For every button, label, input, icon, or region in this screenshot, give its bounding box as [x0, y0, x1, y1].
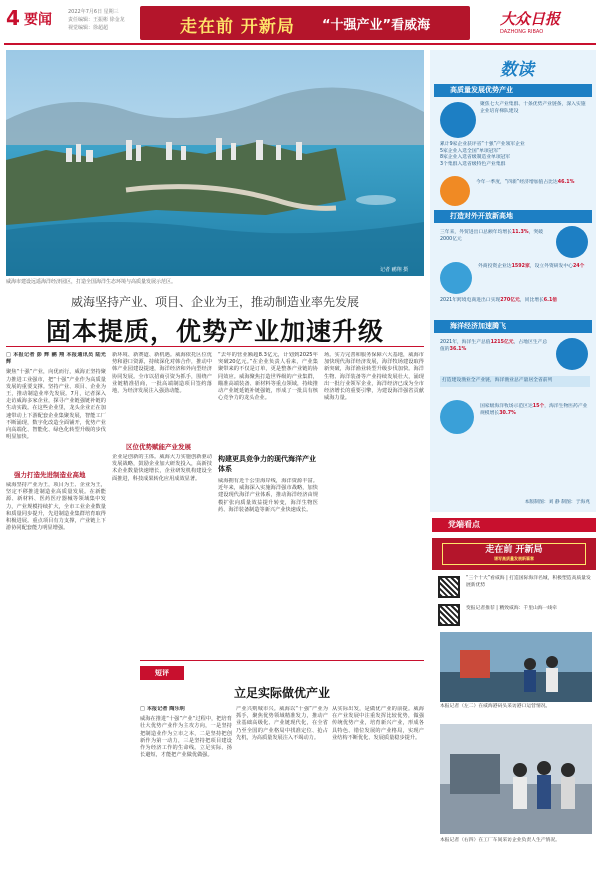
banner-slogan: 走在前 开新局 [180, 17, 295, 37]
party-banner-title: 走在前 开新局 [485, 545, 543, 555]
party-section-head: 党端看点 [432, 518, 596, 532]
data-value: 11.3% [511, 230, 529, 235]
article-paragraph: 威海坚持产业为王，项目为王、企业为王，坚定不移推进制造业高质量发展。在新能源、新材料、医药医疗器械等领域集中发力，产业规模持续扩大，全市工业企业数量和质量同步提升，先进制造业集群培育取得积极进展。重点项目有力支撑，产业链上下游协同配套能力明显增强。 [6, 482, 106, 532]
data-value: 1215亿元 [490, 340, 514, 345]
photo-credit: 记者 鹂翔 摄 [380, 267, 409, 273]
article-column-1b [6, 482, 106, 870]
article-column-4 [324, 352, 424, 654]
section-subtitle: 区位优势赋能产业发展 [126, 443, 191, 451]
article-column-2b [112, 454, 212, 654]
article-column-3b [218, 478, 318, 654]
banner-topic: “十强产业”看威海 [322, 18, 431, 33]
masthead [0, 0, 600, 44]
top-banner [140, 6, 470, 40]
article-byline: □ 本报记者 彭 辉 鹂 翔 本报通讯员 陆光辉 [6, 352, 106, 366]
article-paragraph: 企业是创新的主体。威海大力实施创新驱动发展战略，鼓励企业加大研发投入，高新技术企业数量快速增长，企业研发机构建设全面推进，科技成果转化应用成效显著。 [112, 454, 212, 482]
data-text [480, 404, 590, 417]
data-section-head: 高质量发展优势产业 [434, 84, 592, 97]
photo-caption: 本报记者（右四）在工厂车间采访企业负责人生产情况。 [440, 838, 560, 843]
party-item[interactable]: 变报记者推荐 | 精致威海：千里山海一线牵 [466, 606, 558, 611]
party-banner-sub: 谱写高质量发展新篇章 [494, 556, 534, 561]
data-value: 6.1倍 [543, 298, 558, 303]
data-section-head: 打造对外开放新高地 [434, 210, 592, 223]
article-subhead: 威海坚持产业、项目、企业为王，推动制造业率先发展 [70, 295, 359, 309]
commentary-column-3 [332, 706, 424, 870]
data-bullet: 累计9家企业获评省“十强”产业领军企业 [440, 142, 525, 147]
data-section-head: 海洋经济加速腾飞 [434, 320, 592, 333]
data-text: 聚焦七大产业集群、十条优势产业链条，深入实施企业培育梯队建设 [480, 102, 586, 114]
photo-caption: 本报记者（左二）在威海港码头采访港口运营情况。 [440, 704, 551, 709]
commentary-title: 立足实际做优产业 [233, 686, 330, 700]
headline-rule [6, 346, 424, 347]
article-paragraph: 威海拥有近千公里海岸线，海洋资源丰富。近年来，威海深入实施海洋强市战略，加快建设现代海洋产业体系，推动海洋经济由规模扩张向质量效益提升转变，海洋生物医药、海洋装备制造等新兴产业快速成长。 [218, 478, 318, 513]
data-label: ，占地区生产总值的 [440, 340, 548, 352]
meta-line: 2022年7月6日 星期三 [68, 9, 119, 15]
globe-icon [440, 262, 472, 294]
data-label: 外商投资企业达 [478, 264, 512, 269]
paper-logo-text: 大众日报 [500, 10, 561, 28]
article-column-3 [218, 352, 318, 452]
article-headline: 固本提质，优势产业加速升级 [45, 317, 384, 346]
data-label: 今年一季度，“四新”经济增加值占比达 [476, 180, 558, 185]
commentary-paragraph: 产业兴则城市兴。威海以“十强”产业为抓手，聚焦优势领域精准发力，推动产业基础高级化、产业链现代化，在全省乃至全国的产业格局中找准定位、抢占先机，为高质量发展注入不竭动力。 [236, 706, 328, 741]
photo-caption: 威海市建设远遥海洋经济园区，打造全国海洋生态环境与高质量发展示范区。 [6, 279, 177, 285]
coastal-city-photo [6, 50, 424, 276]
commentary-paragraph: 从实际出发，是做优产业的前提。威海在产业发展中注重发挥比较优势，做强传统优势产业，培育新兴产业，形成各具特色、错位发展的产业格局，实现产业结构不断优化、发展质量稳步提升。 [332, 706, 424, 741]
data-label: 国家级海洋牧场示范区达 [480, 404, 533, 409]
data-label: ，海洋生物医药产业规模增长 [480, 404, 588, 416]
article-paragraph: “去年的营业额超8.3亿元，计划到2025年突破20亿元。”在企业负责人看来，产业集聚带来的不仅是订单，更是整条产业链的协同效应。威海聚焦打造世界级的产业集群，瞄准高端装备、新材料等重点领域，持续推动产业链延链补链强链，形成了一批具有核心竞争力的龙头企业。 [218, 352, 318, 402]
party-banner-inner [442, 543, 586, 565]
commentary-paragraph: 威海在推进“十强”产业“过程中，把培育壮大优势产业作为主攻方向，一是坚持把制造业作为立市之本，二是坚持把创新作为第一动力，三是坚持把项目建设作为经济工作的生命线。立足实际、扬长避短，才能把产业做优做强。 [140, 716, 232, 759]
data-value: 15个 [532, 404, 545, 409]
data-value: 24个 [572, 264, 585, 269]
reporter-photo-2 [440, 724, 592, 834]
data-credit: 本版制图：刘 静 制图：于海兆 [524, 500, 590, 505]
article-column-2 [112, 352, 212, 438]
data-bullet: 3个集群入选省级特色产业集群 [440, 161, 506, 167]
data-panel-title: 数读 [500, 60, 534, 80]
party-banner [432, 538, 596, 570]
qr-code-icon[interactable] [438, 576, 460, 598]
data-label: 三年来，外贸进出口总额年均增长 [440, 230, 512, 235]
data-text [440, 340, 550, 353]
commentary-tag: 短评 [140, 666, 184, 680]
data-value: 36.1% [449, 346, 467, 352]
growth-icon [440, 176, 470, 206]
data-text [440, 298, 590, 305]
factory-icon [440, 102, 476, 138]
data-bullets [440, 142, 590, 168]
meta-info [68, 8, 125, 32]
data-text [478, 264, 590, 271]
qr-code-icon[interactable] [438, 604, 460, 626]
commentary-column-2 [236, 706, 328, 870]
data-label: ，同比增长 [519, 298, 544, 303]
commentary-column-1 [140, 706, 232, 870]
data-label: ，突破2000亿元 [440, 230, 544, 242]
section-subtitle: 强力打造先进制造业高地 [14, 471, 86, 479]
paper-logo [500, 8, 560, 35]
paper-logo-sub: DAZHONG RIBAO [500, 29, 544, 35]
ship-icon [556, 226, 588, 258]
data-text: 打造建设渔业全产业链，海洋渔业总产量居全省前列 [440, 376, 590, 387]
page-number: 4 [6, 6, 20, 30]
data-label: ，设立外资研发中心 [529, 264, 573, 269]
data-text [476, 180, 590, 187]
article-paragraph: 新环境、新赛道、新机遇。威海依托区位优势和港口资源，持续深化对韩合作，推动中韩产业园建设提速，海洋经济和外向型经济协同发展。全市以招商引资为抓手，围绕产业链精准招商，一批高端制造项目签约落地，为经济发展注入强劲动能。 [112, 352, 212, 395]
data-value: 270亿元 [500, 298, 520, 303]
data-bullet: 8家企业入选省级制造业单项冠军 [440, 155, 511, 160]
data-bullet: 5家企业入选全国“单项冠军” [440, 148, 501, 154]
article-paragraph: 聚焦“十强”产业，向优而行，威海正坚持聚力推进工业强市，把“十强”产业作为高质量发展的重要支撑。坚持产业、项目、企业为王，推动制造业率先发展。7月，记者深入走访威海多家企业，探寻产业链强链补链的生动实践。在这些企业里，龙头企业正在加速带动上下游配套企业集聚发展，智能工厂不断涌现，数字化改造全面铺开，优势产业向高端化、智能化、绿色化转型升级的步伐明显加快。 [6, 369, 106, 441]
party-item[interactable]: “三个十大”看威海 | 打造国际海洋名城，积极塑造高质量发展新优势 [466, 576, 591, 588]
commentary-rule [140, 660, 424, 661]
reporter-photo-1 [440, 632, 592, 702]
data-label: 2021年跨境电商进出口实现 [440, 298, 501, 303]
meta-line: 责任编辑：王振彬 徐金龙 [68, 17, 125, 23]
section-subtitle: 构建更具竞争力的现代海洋产业体系 [218, 455, 316, 473]
commentary-byline: □ 本报记者 陶乐明 [140, 706, 185, 712]
data-text [440, 230, 550, 243]
data-value: 30.7% [499, 410, 516, 416]
article-paragraph: 场。实力完善和服务保障六大基地，威海市加快现代海洋经济发展，海洋牧场建设取得新突破，海洋渔业转型升级步伐加快。海洋生物、海洋装备等产业持续发展壮大，涌现出一批行业领军企业，海洋经济已成为全市经济增长的重要引擎，为建设海洋强省贡献威海力量。 [324, 352, 424, 402]
data-value: 1592家 [511, 264, 530, 269]
data-label: 2021年，海洋生产总值 [440, 340, 491, 345]
fish-icon [440, 400, 474, 434]
meta-line: 视觉编辑：徐超超 [68, 25, 109, 31]
wave-icon [556, 338, 588, 370]
data-value: 46.1% [557, 180, 575, 185]
section-name: 要闻 [24, 12, 52, 28]
header-divider [4, 43, 596, 45]
